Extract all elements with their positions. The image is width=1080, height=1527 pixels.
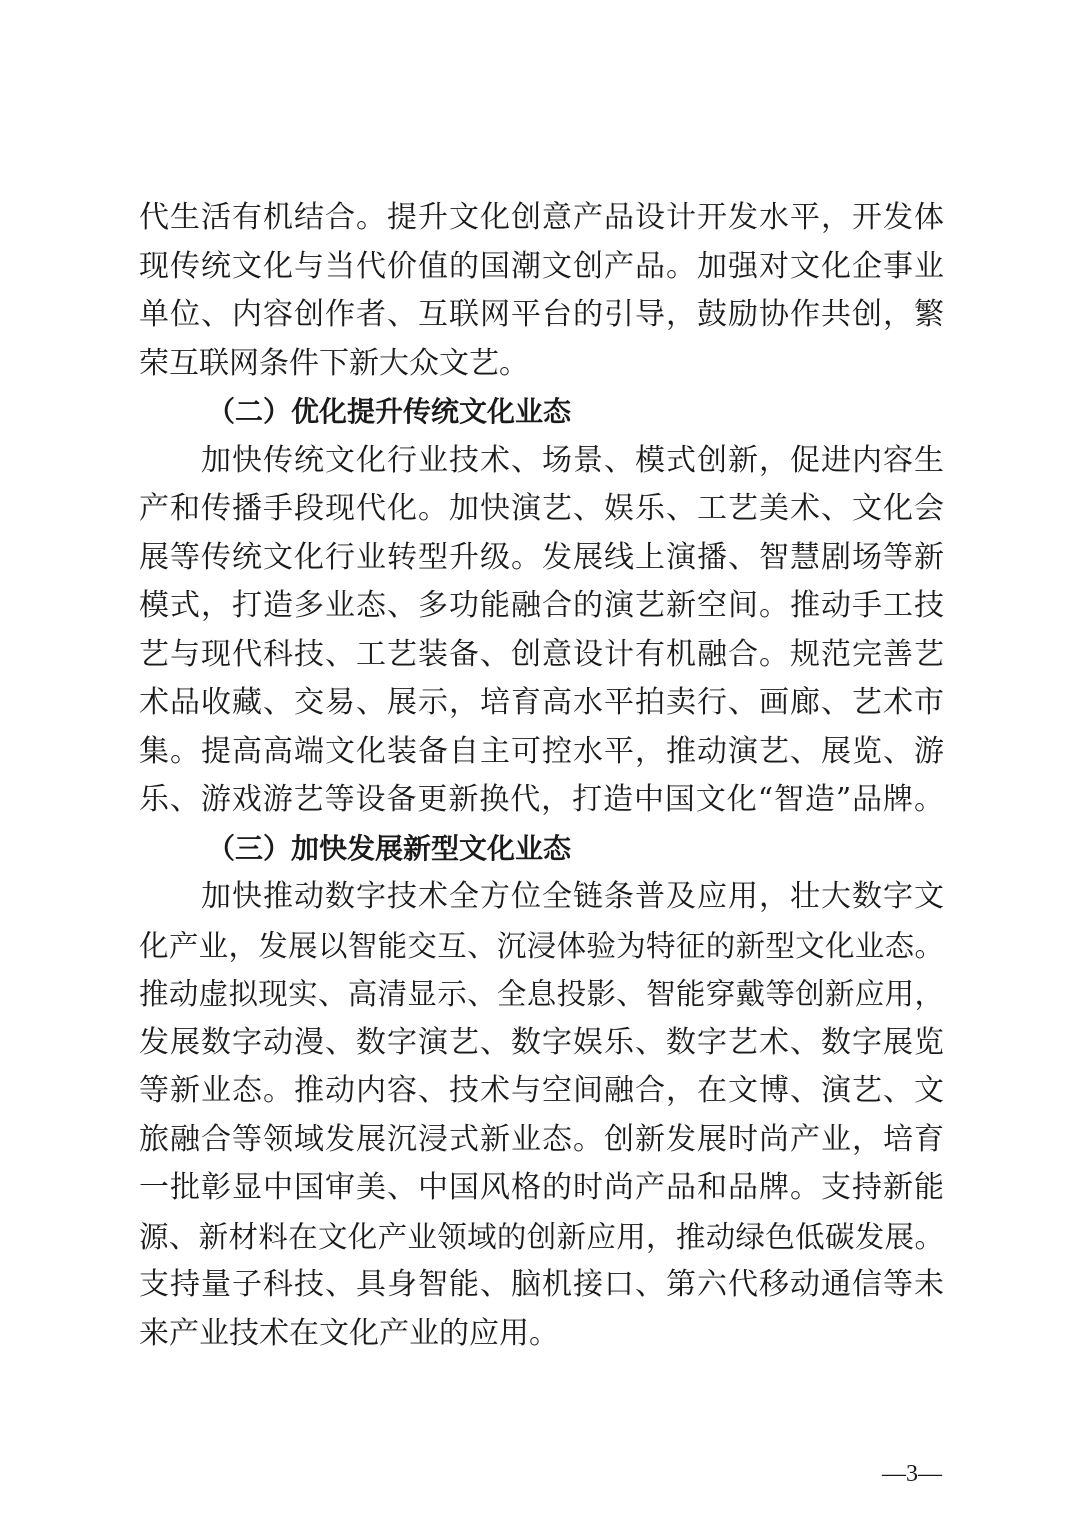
paragraph-line: 集。提高高端文化装备自主可控水平，推动演艺、展览、游 bbox=[139, 733, 944, 769]
paragraph-line: 艺与现代科技、工艺装备、创意设计有机融合。规范完善艺 bbox=[139, 636, 944, 672]
paragraph-line: 源、新材料在文化产业领域的创新应用，推动绿色低碳发展。 bbox=[139, 1219, 944, 1254]
paragraph-line: 单位、内容创作者、互联网平台的引导，鼓励协作共创，繁 bbox=[139, 297, 944, 332]
body-text bbox=[139, 194, 944, 1358]
paragraph-line: 术品收藏、交易、展示，培育高水平拍卖行、画廊、艺术市 bbox=[139, 685, 944, 720]
paragraph-line: 加快推动数字技术全方位全链条普及应用，壮大数字文 bbox=[201, 879, 944, 914]
paragraph-line: 等新业态。推动内容、技术与空间融合，在文博、演艺、文 bbox=[139, 1073, 944, 1108]
section-heading: （二）优化提升传统文化业态 bbox=[207, 395, 572, 428]
paragraph-line: 展等传统文化行业转型升级。发展线上演播、智慧剧场等新 bbox=[139, 539, 944, 575]
paragraph-line: 化产业，发展以智能交互、沉浸体验为特征的新型文化业态。 bbox=[139, 928, 944, 963]
paragraph-line: 产和传播手段现代化。加快演艺、娱乐、工艺美术、文化会 bbox=[139, 491, 944, 526]
paragraph-line: 乐、游戏游艺等设备更新换代，打造中国文化“智造”品牌。 bbox=[139, 782, 944, 817]
paragraph-line: 发展数字动漫、数字演艺、数字娱乐、数字艺术、数字展览 bbox=[139, 1024, 944, 1060]
paragraph-line: 代生活有机结合。提升文化创意产品设计开发水平，开发体 bbox=[139, 200, 944, 235]
section-heading: （三）加快发展新型文化业态 bbox=[207, 831, 572, 865]
paragraph-line: 加快传统文化行业技术、场景、模式创新，促进内容生 bbox=[201, 442, 944, 478]
paragraph-line: 荣互联网条件下新大众文艺。 bbox=[139, 345, 529, 381]
paragraph-line: 来产业技术在文化产业的应用。 bbox=[139, 1315, 559, 1351]
paragraph-line: 推动虚拟现实、高清显示、全息投影、智能穿戴等创新应用， bbox=[139, 977, 944, 1011]
paragraph-line: 支持量子科技、具身智能、脑机接口、第六代移动通信等未 bbox=[139, 1267, 944, 1302]
paragraph-line: 旅融合等领域发展沉浸式新业态。创新发展时尚产业，培育 bbox=[139, 1121, 944, 1157]
paragraph-line: 一批彰显中国审美、中国风格的时尚产品和品牌。支持新能 bbox=[139, 1170, 944, 1205]
page-number: —3— bbox=[882, 1461, 942, 1487]
paragraph-line: 现传统文化与当代价值的国潮文创产品。加强对文化企事业 bbox=[139, 248, 944, 284]
paragraph-line: 模式，打造多业态、多功能融合的演艺新空间。推动手工技 bbox=[139, 588, 944, 623]
